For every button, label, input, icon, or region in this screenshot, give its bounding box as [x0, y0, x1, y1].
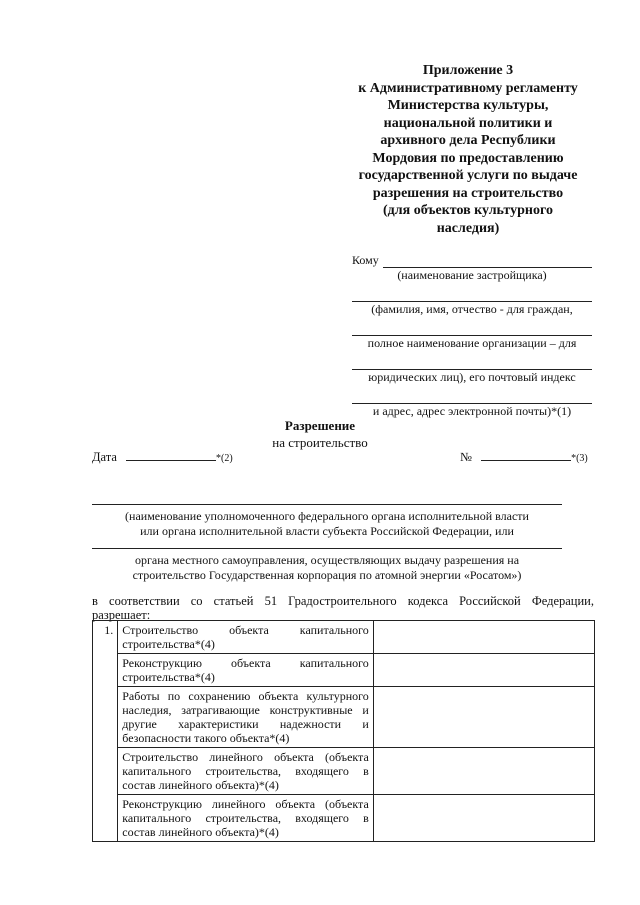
appendix-line: разрешения на строительство: [372, 185, 564, 201]
appendix-line: (для объектов культурного: [383, 203, 553, 218]
recipient-line-field[interactable]: [352, 391, 592, 404]
appendix-line: национальной политики и: [383, 115, 553, 131]
recipient-caption: полное наименование организации – для: [367, 336, 577, 350]
authority-name-field[interactable]: [92, 502, 562, 505]
number-field-row: [460, 449, 588, 465]
table-row: [93, 795, 595, 842]
authority-block: [92, 502, 562, 582]
recipient-to-label: Кому: [352, 253, 379, 267]
permit-type-value-cell[interactable]: [373, 654, 594, 687]
permit-type-value-cell[interactable]: [373, 748, 594, 795]
appendix-line: архивного дела Республики: [380, 133, 556, 148]
recipient-caption: (фамилия, имя, отчество - для граждан,: [371, 302, 573, 316]
permit-type-table: [92, 620, 595, 842]
table-row: [93, 621, 595, 654]
appendix-line: наследия): [436, 220, 500, 236]
permit-type-label: Строительство линейного объекта (объекта капитального строительства, входящего в состав линейного объекта)*(4): [118, 748, 374, 795]
authority-caption: строительство Государственная корпорация по атомной энергии «Росатом»): [132, 567, 522, 582]
recipient-caption: и адрес, адрес электронной почты)*(1): [372, 404, 572, 418]
permit-type-label: Реконструкцию линейного объекта (объекта капитального строительства, входящего в состав линейного объекта)*(4): [118, 795, 374, 842]
recipient-block: [352, 252, 592, 419]
recipient-line-field[interactable]: [352, 357, 592, 370]
appendix-header: [340, 62, 596, 237]
authority-caption: или органа исполнительной власти субъекта Российской Федерации, или: [140, 523, 514, 538]
recipient-to-row: [352, 252, 592, 268]
table-row: [93, 748, 595, 795]
date-footnote: *(2): [216, 453, 233, 464]
row-number: 1.: [93, 621, 118, 842]
recipient-line-field[interactable]: [352, 289, 592, 302]
intro-line: разрешает:: [92, 608, 151, 622]
permit-type-label: Строительство объекта капитального строительства*(4): [118, 621, 374, 654]
date-field-row: [92, 449, 233, 465]
date-field[interactable]: [126, 449, 216, 461]
permit-type-label: Работы по сохранению объекта культурного наследия, затрагивающие конструктивные и другие характеристики надежности и безопасности такого объекта*(4): [118, 687, 374, 748]
appendix-line: Мордовия по предоставлению: [372, 150, 564, 166]
date-label: Дата: [92, 450, 117, 464]
authority-name-field-2[interactable]: [92, 540, 562, 549]
appendix-line: к Административному регламенту: [358, 80, 578, 96]
number-footnote: *(3): [571, 453, 588, 464]
table-row: [93, 687, 595, 748]
authority-caption: органа местного самоуправления, осуществляющих выдачу разрешения на: [134, 553, 520, 567]
permit-type-value-cell[interactable]: [373, 795, 594, 842]
intro-line: в соответствии со статьей 51 Градостроительного кодекса Российской Федерации,: [92, 594, 594, 608]
recipient-caption: юридических лиц), его почтовый индекс: [368, 370, 576, 384]
document-title: Разрешение: [284, 418, 356, 433]
appendix-line: государственной услуги по выдаче: [358, 168, 578, 183]
appendix-line: Приложение 3: [422, 63, 514, 78]
appendix-line: Министерства культуры,: [387, 98, 549, 113]
permit-type-label: Реконструкцию объекта капитального строительства*(4): [118, 654, 374, 687]
permit-type-value-cell[interactable]: [373, 621, 594, 654]
recipient-caption: (наименование застройщика): [397, 268, 547, 282]
table-row: [93, 654, 595, 687]
recipient-name-field[interactable]: [383, 255, 592, 268]
number-label: №: [460, 450, 472, 464]
authority-caption: (наименование уполномоченного федерального органа исполнительной власти: [125, 509, 529, 523]
intro-paragraph: [92, 594, 594, 622]
number-field[interactable]: [481, 449, 571, 461]
document-subtitle: на строительство: [272, 435, 368, 450]
recipient-line-field[interactable]: [352, 323, 592, 336]
permit-type-value-cell[interactable]: [373, 687, 594, 748]
